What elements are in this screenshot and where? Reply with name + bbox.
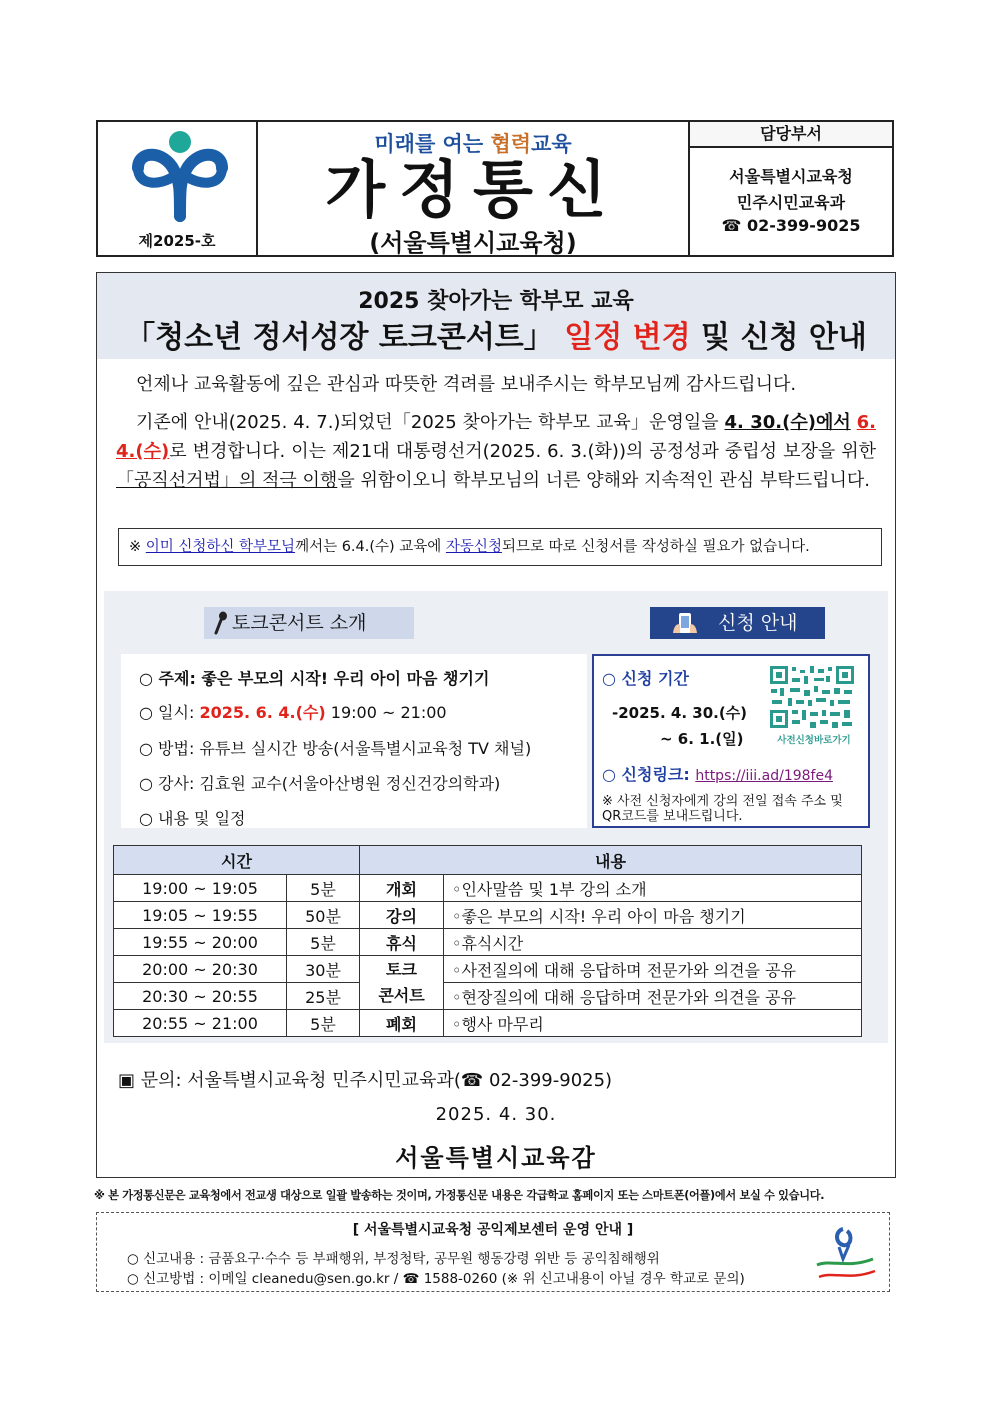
whistleblower-box	[96, 1212, 890, 1292]
department-heading: 담당부서	[690, 122, 892, 148]
time-cell: 20:30 ~ 20:55	[114, 983, 287, 1010]
table-row	[114, 983, 862, 1010]
duration-cell: 50분	[287, 902, 360, 929]
part-cell: 폐회	[360, 1010, 444, 1037]
law-reference: 「공직선거법」의 적극 이행	[116, 470, 338, 491]
schedule-table	[113, 845, 862, 1037]
duration-cell: 5분	[287, 929, 360, 956]
table-row	[114, 929, 862, 956]
title-part: 「청소년 정서성장 토크콘서트」	[125, 320, 565, 355]
note-highlight: 이미 신청하신 학부모님	[145, 539, 296, 555]
note-highlight: 자동신청	[445, 539, 502, 555]
duration-cell: 5분	[287, 875, 360, 902]
table-row	[114, 902, 862, 929]
time-cell: 19:00 ~ 19:05	[114, 875, 287, 902]
page-subtitle: (서울특별시교육청)	[369, 229, 577, 257]
part-cell: 개회	[360, 875, 444, 902]
paragraph-greeting: 언제나 교육활동에 깊은 관심과 따뜻한 격려를 보내주시는 학부모님께 감사드립니다.	[136, 374, 797, 395]
intro-details	[121, 654, 587, 828]
old-date: 4. 30.(수)에서	[724, 412, 851, 433]
department-phone: ☎ 02-399-9025	[721, 216, 861, 235]
tab-talk-concert-intro	[204, 607, 414, 639]
part-cell: 강의	[360, 902, 444, 929]
header-box	[96, 120, 894, 257]
period-to: ~ 6. 1.(일)	[660, 730, 744, 748]
notice-title-line2	[97, 312, 895, 356]
description-cell: ◦사전질의에 대해 응답하며 전문가와 의견을 공유	[444, 956, 862, 983]
time-cell: 19:55 ~ 20:00	[114, 929, 287, 956]
date-label: ○ 일시:	[139, 703, 200, 722]
part-cell: 토크 콘서트	[360, 956, 444, 1010]
notice-title-line1: 2025 찾아가는 학부모 교육	[358, 289, 634, 314]
issue-date: 2025. 4. 30.	[435, 1104, 557, 1125]
period-label: ○ 신청 기간	[602, 669, 689, 688]
application-link-row	[602, 762, 833, 785]
page-title: 가정통신	[325, 153, 621, 226]
time-value: 19:00 ~ 21:00	[325, 703, 447, 722]
logo-cell	[98, 122, 258, 255]
slogan-part: 미래를 여는	[374, 132, 491, 156]
time-cell: 19:05 ~ 19:55	[114, 902, 287, 929]
link-label: ○ 신청링크:	[602, 765, 696, 784]
content-heading: ○ 내용 및 일정	[139, 809, 246, 828]
schedule-header-row	[114, 846, 862, 875]
application-remark: ※ 사전 신청자에게 강의 전일 접속 주소 및 QR코드를 보내드립니다.	[602, 794, 843, 824]
event-datetime	[139, 700, 447, 723]
whistleblower-line1: ○ 신고내용 : 금품요구·수수 등 부패행위, 부정청탁, 공무원 행동강령 위반 등 공익침해행위	[127, 1251, 660, 1267]
date-value: 2025. 6. 4.(수)	[199, 703, 326, 722]
tab-label: 토크콘서트 소개	[232, 612, 367, 634]
method: ○ 방법: 유튜브 실시간 방송(서울특별시교육청 TV 채널)	[139, 739, 532, 758]
application-box	[592, 654, 870, 828]
application-link[interactable]: https://iii.ad/198fe4	[695, 768, 833, 784]
clean-campaign-logo-icon	[813, 1225, 879, 1283]
header-content: 내용	[360, 846, 862, 875]
department-org: 서울특별시교육청	[729, 167, 853, 186]
part-cell: 휴식	[360, 929, 444, 956]
note-text: 께서는 6.4.(수) 교육에	[295, 539, 446, 555]
duration-cell: 30분	[287, 956, 360, 983]
tab-label: 신청 안내	[718, 612, 798, 634]
time-cell: 20:00 ~ 20:30	[114, 956, 287, 983]
footer-notice: ※ 본 가정통신문은 교육청에서 전교생 대상으로 일괄 발송하는 것이며, 가정통신문 내용은 각급학교 홈페이지 또는 스마트폰(어플)에서 보실 수 있습니다.	[94, 1189, 825, 1202]
whistleblower-title: [ 서울특별시교육청 공익제보센터 운영 안내 ]	[352, 1222, 634, 1238]
description-cell: ◦현장질의에 대해 응답하며 전문가와 의견을 공유	[444, 983, 862, 1010]
qr-code-icon[interactable]	[768, 664, 856, 730]
period-from: -2025. 4. 30.(수)	[612, 704, 748, 722]
table-row	[114, 956, 862, 983]
header-time: 시간	[114, 846, 360, 875]
paragraph-change	[116, 408, 876, 495]
para-part: 로 변경합니다. 이는 제21대 대통령선거(2025. 6. 3.(화))의 공정성과 중립성 보장을 위한	[169, 441, 876, 462]
table-row	[114, 1010, 862, 1037]
description-cell: ◦휴식시간	[444, 929, 862, 956]
seoul-education-logo-icon	[130, 128, 230, 228]
new-date: 6. 4.(수)	[116, 412, 876, 462]
description-cell: ◦행사 마무리	[444, 1010, 862, 1037]
auto-apply-note	[118, 528, 882, 566]
microphone-icon	[210, 611, 230, 635]
topic: ○ 주제: 좋은 부모의 시작! 우리 아이 마음 챙기기	[139, 669, 490, 688]
department-division: 민주시민교육과	[736, 193, 846, 212]
qr-caption: 사전신청바로가기	[777, 735, 851, 746]
duration-cell: 5분	[287, 1010, 360, 1037]
title-part: 및 신청 안내	[690, 320, 867, 355]
whistleblower-line2: ○ 신고방법 : 이메일 cleanedu@sen.go.kr / ☎ 1588-0260 (※ 위 신고내용이 아닐 경우 학교로 문의)	[127, 1271, 745, 1287]
time-cell: 20:55 ~ 21:00	[114, 1010, 287, 1037]
tab-application-guide	[650, 607, 825, 639]
inquiry-line: ▣ 문의: 서울특별시교육청 민주시민교육과(☎ 02-399-9025)	[118, 1070, 613, 1091]
phone-hand-icon	[670, 611, 700, 635]
description-cell: ◦좋은 부모의 시작! 우리 아이 마음 챙기기	[444, 902, 862, 929]
duration-cell: 25분	[287, 983, 360, 1010]
slogan-part: 교육	[531, 132, 572, 156]
para-part: 을 위함이오니 학부모님의 너른 양해와 지속적인 관심 부탁드립니다.	[337, 470, 870, 491]
title-highlight: 일정 변경	[564, 320, 691, 355]
department-cell	[688, 122, 892, 255]
slogan-highlight: 협력	[490, 132, 532, 156]
signature: 서울특별시교육감	[395, 1144, 597, 1172]
para-part: 기존에 안내(2025. 4. 7.)되었던「2025 찾아가는 학부모 교육」운영일을	[136, 412, 725, 433]
issue-number: 제2025-호	[138, 232, 216, 250]
note-mark: ※	[129, 539, 146, 555]
note-text: 되므로 따로 신청서를 작성하실 필요가 없습니다.	[501, 539, 810, 555]
table-row	[114, 875, 862, 902]
description-cell: ◦인사말씀 및 1부 강의 소개	[444, 875, 862, 902]
lecturer: ○ 강사: 김효원 교수(서울아산병원 정신건강의학과)	[139, 774, 501, 793]
